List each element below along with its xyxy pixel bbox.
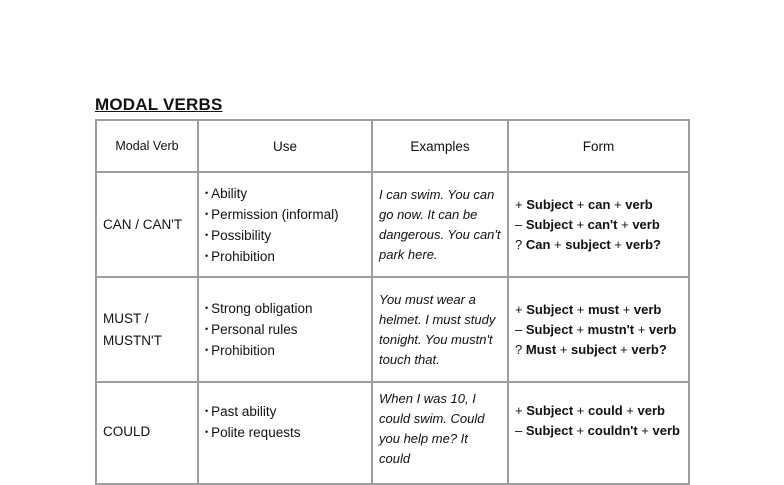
- form-line: ? Must + subject + verb?: [515, 341, 667, 357]
- form-line: – Subject + mustn't + verb: [515, 321, 677, 337]
- form-line: – Subject + can't + verb: [515, 216, 660, 232]
- form-line: + Subject + must + verb: [515, 301, 662, 317]
- example-cell: I can swim. You can go now. It can be dangerous. You can't park here.: [372, 172, 508, 277]
- modal-verb-cell: CAN / CAN'T: [96, 172, 198, 277]
- use-item: • Personal rules: [205, 319, 365, 340]
- form-line: + Subject + could + verb: [515, 403, 665, 418]
- form-cell: [508, 277, 689, 382]
- table-row: [96, 172, 689, 277]
- use-item: • Prohibition: [205, 340, 365, 361]
- use-item: • Permission (informal): [205, 204, 365, 225]
- example-cell: When I was 10, I could swim. Could you help me? It could: [372, 382, 508, 484]
- example-cell: You must wear a helmet. I must study tonight. You mustn't touch that.: [372, 277, 508, 382]
- use-item: • Strong obligation: [205, 298, 365, 319]
- modal-verb-cell: MUST / MUSTN'T: [96, 277, 198, 382]
- use-item: • Past ability: [205, 401, 365, 422]
- table-row: [96, 382, 689, 484]
- form-line: ? Can + subject + verb?: [515, 236, 661, 252]
- form-cell: [508, 172, 689, 277]
- use-item: • Ability: [205, 183, 365, 204]
- header-use: Use: [198, 120, 372, 172]
- header-form: Form: [508, 120, 689, 172]
- use-cell: [198, 172, 372, 277]
- use-item: • Prohibition: [205, 246, 365, 267]
- use-item: • Possibility: [205, 225, 365, 246]
- table-header-row: [96, 120, 689, 172]
- use-cell: [198, 277, 372, 382]
- header-examples: Examples: [372, 120, 508, 172]
- use-item: • Polite requests: [205, 422, 365, 443]
- header-modal-verb: Modal Verb: [96, 120, 198, 172]
- page-title: MODAL VERBS: [95, 95, 223, 114]
- modal-verbs-table: [95, 119, 690, 485]
- table-row: [96, 277, 689, 382]
- use-cell: [198, 382, 372, 484]
- form-cell: [508, 382, 689, 484]
- form-line: – Subject + couldn't + verb: [515, 423, 680, 438]
- form-line: + Subject + can + verb: [515, 196, 653, 212]
- modal-verb-cell: COULD: [96, 382, 198, 484]
